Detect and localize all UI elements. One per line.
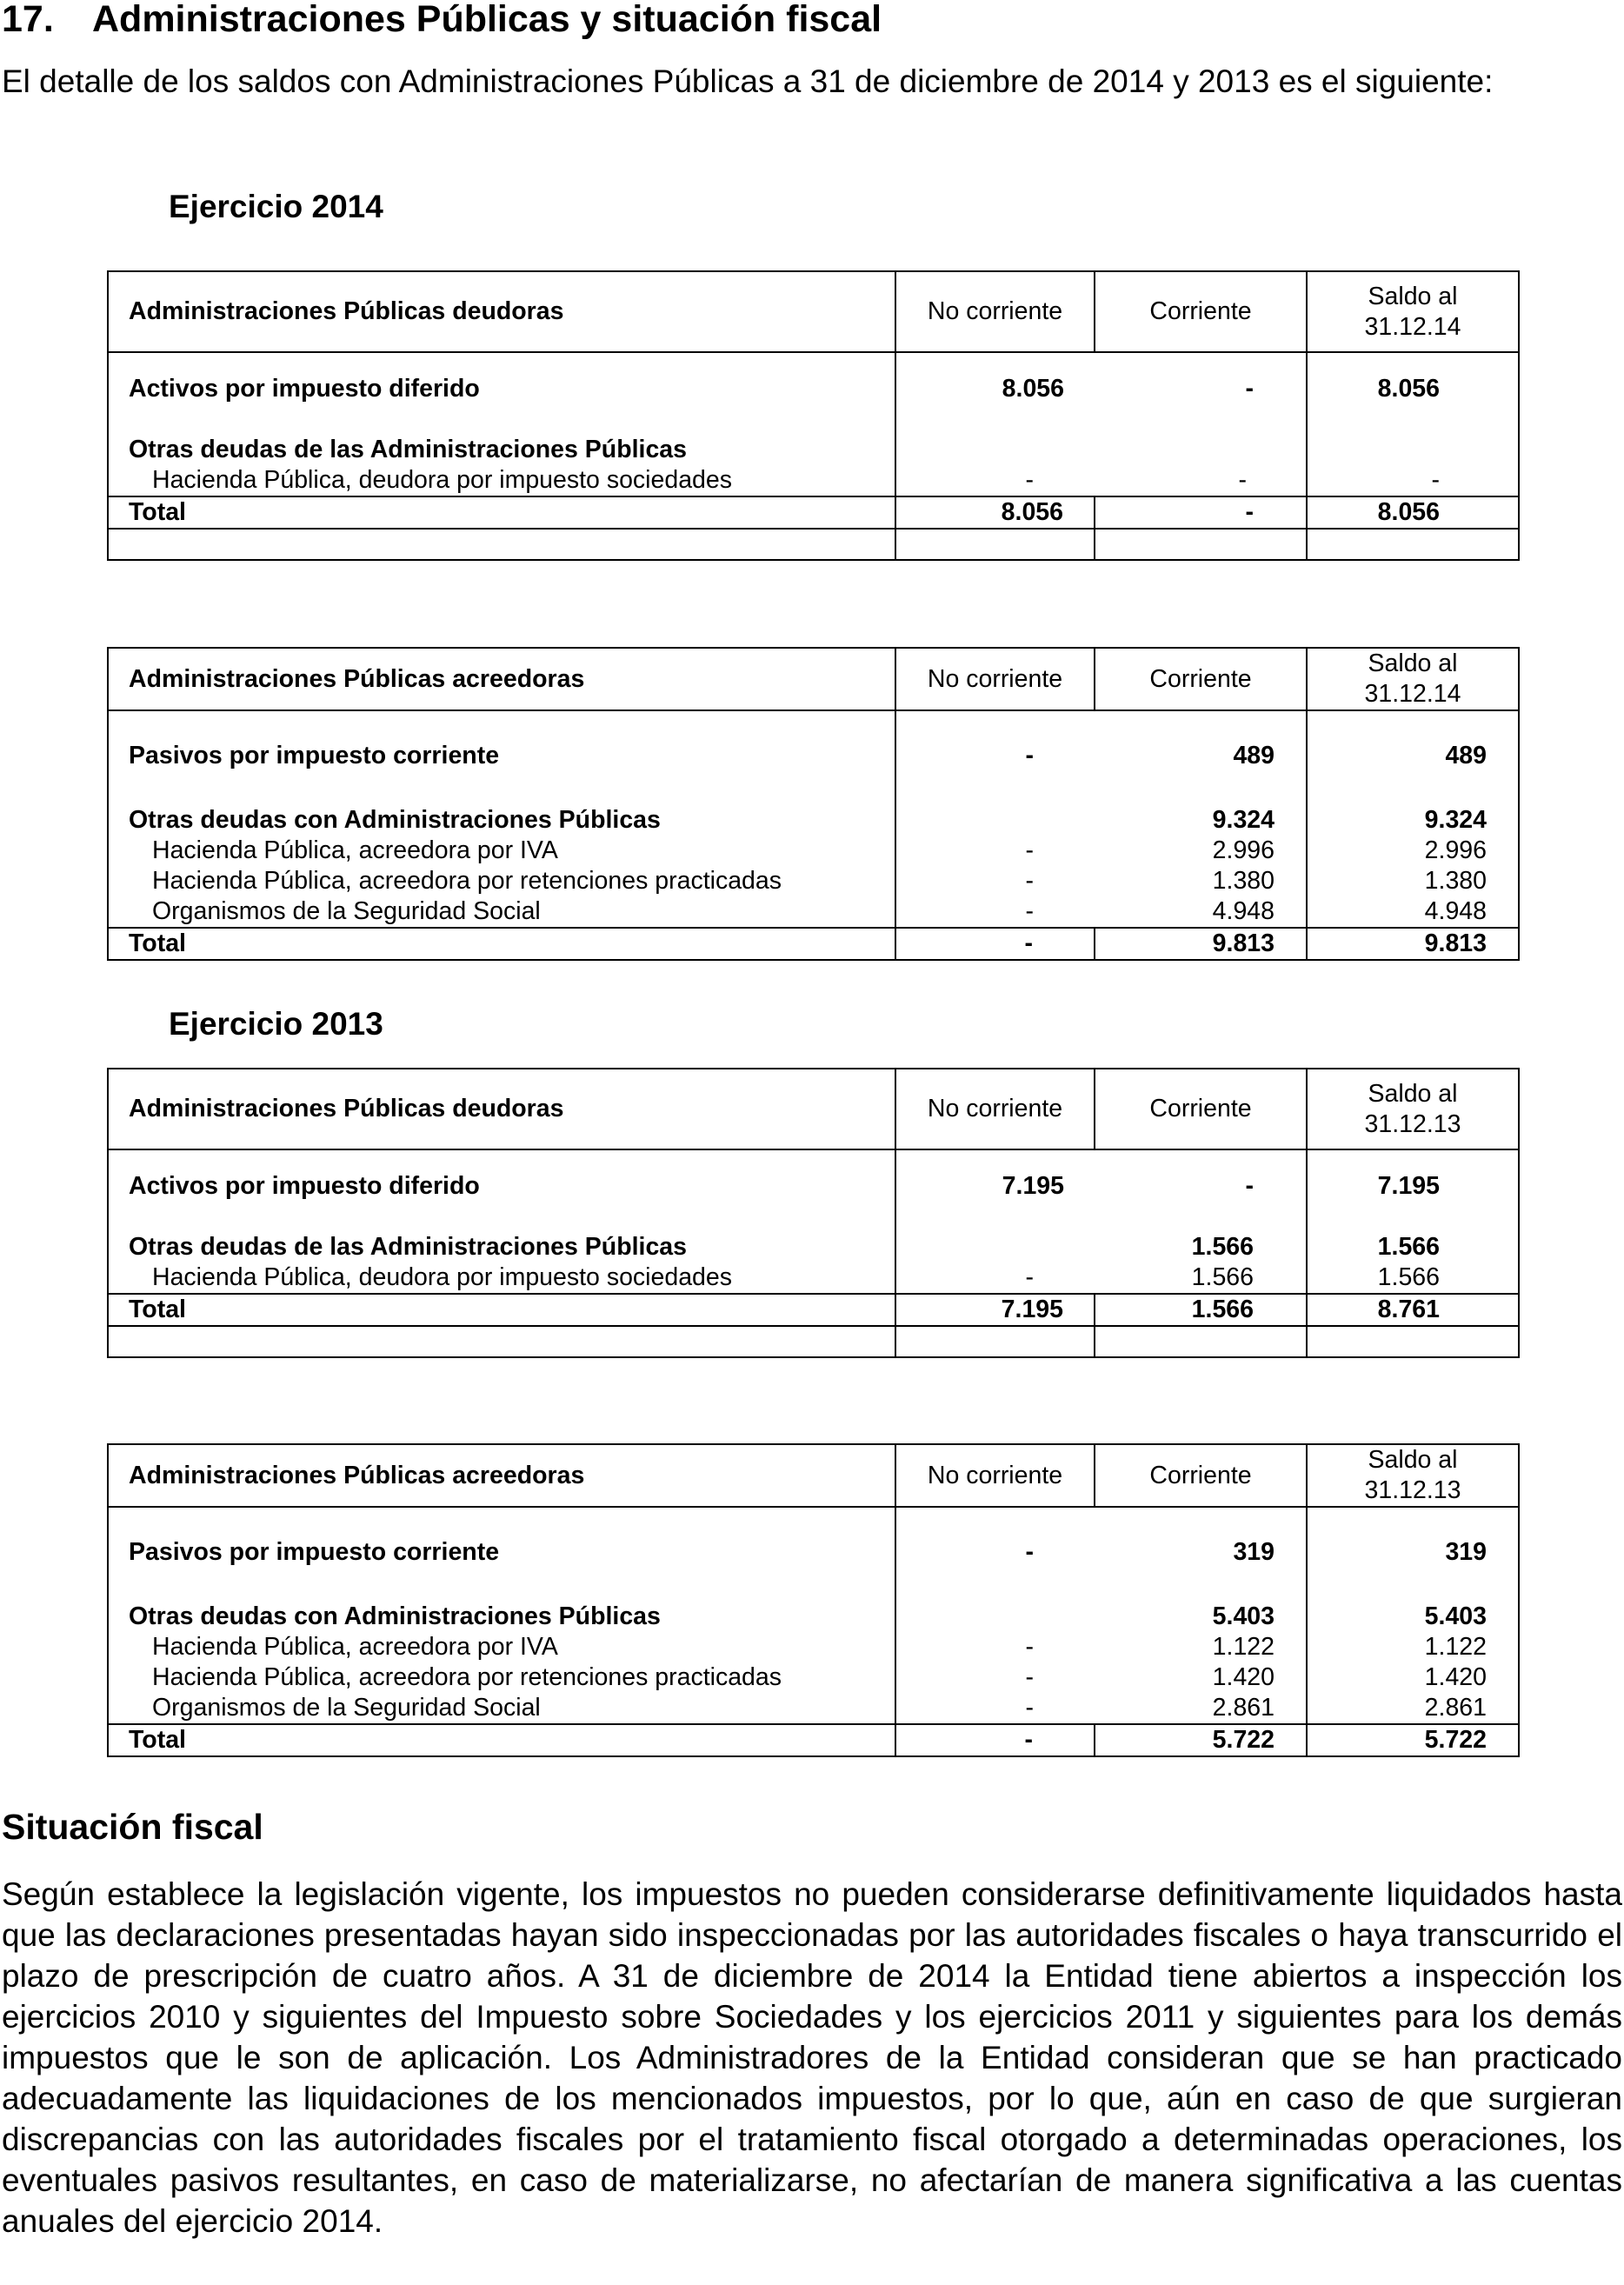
table-row: Pasivos por impuesto corriente - 489 489	[108, 710, 1519, 771]
fiscal-title: Situación fiscal	[2, 1807, 263, 1847]
table-row: Organismos de la Seguridad Social - 4.948 4.948	[108, 896, 1519, 928]
table-2013-acreedoras	[107, 1443, 1520, 1757]
table-header: Administraciones Públicas acreedoras No corriente Corriente Saldo al 31.12.13	[108, 1444, 1519, 1507]
intro-paragraph: El detalle de los saldos con Administraciones Públicas a 31 de diciembre de 2014 y 2013 es el siguiente:	[2, 63, 1494, 99]
table-2013-deudoras	[107, 1068, 1520, 1358]
header-saldo: Saldo al 31.12.13	[1307, 1069, 1519, 1149]
table-row: Hacienda Pública, acreedora por retenciones practicadas - 1.380 1.380	[108, 866, 1519, 896]
table-row: Activos por impuesto diferido 8.056 - 8.056	[108, 352, 1519, 404]
table-row: Otras deudas con Administraciones Públicas 5.403 5.403	[108, 1568, 1519, 1632]
section-number: 17.	[2, 0, 54, 40]
table-row: Otras deudas de las Administraciones Públicas 1.566 1.566	[108, 1232, 1519, 1262]
table-2014-deudoras	[107, 270, 1520, 561]
table-row: Activos por impuesto diferido 7.195 - 7.195	[108, 1149, 1519, 1202]
table-total-row: Total - 9.813 9.813	[108, 928, 1519, 960]
header-no-corriente: No corriente	[895, 271, 1095, 352]
table-row: Hacienda Pública, acreedora por IVA - 2.996 2.996	[108, 836, 1519, 866]
table-row: Pasivos por impuesto corriente - 319 319	[108, 1507, 1519, 1568]
table-2014-acreedoras	[107, 647, 1520, 961]
table-total-row: Total 7.195 1.566 8.761	[108, 1294, 1519, 1326]
table-total-row: Total 8.056 - 8.056	[108, 496, 1519, 529]
table-header: Administraciones Públicas acreedoras No corriente Corriente Saldo al 31.12.14	[108, 648, 1519, 710]
section-title: Administraciones Públicas y situación fiscal	[92, 0, 882, 40]
year-2014-title: Ejercicio 2014	[169, 189, 383, 224]
table-header: Administraciones Públicas deudoras No corriente Corriente Saldo al 31.12.13	[108, 1069, 1519, 1149]
year-2013-title: Ejercicio 2013	[169, 1006, 383, 1042]
table-row: Organismos de la Seguridad Social - 2.861 2.861	[108, 1693, 1519, 1724]
table-row: Hacienda Pública, acreedora por retenciones practicadas - 1.420 1.420	[108, 1662, 1519, 1693]
header-saldo: Saldo al 31.12.14	[1307, 271, 1519, 352]
table-total-row: Total - 5.722 5.722	[108, 1724, 1519, 1756]
table-row: Hacienda Pública, deudora por impuesto sociedades - - -	[108, 465, 1519, 496]
header-saldo: Saldo al 31.12.14	[1307, 648, 1519, 710]
header-saldo: Saldo al 31.12.13	[1307, 1444, 1519, 1507]
table-row: Hacienda Pública, deudora por impuesto sociedades - 1.566 1.566	[108, 1262, 1519, 1294]
table-header	[108, 271, 1519, 352]
fiscal-paragraph: Según establece la legislación vigente, los impuestos no pueden considerarse definitivamente liquidados hasta que las declaraciones presentadas hayan sido inspeccionadas por las autoridades fiscales o haya transcurrido el plazo de prescripción de cuatro años. A 31 de diciembre de 2014 la Entidad tiene abiertos a inspección los ejercicios 2010 y siguientes del Impuesto sobre Sociedades y los ejercicios 2011 y siguientes para los demás impuestos que le son de aplicación. Los Administradores de la Entidad consideran que se han practicado adecuadamente las liquidaciones de los mencionados impuestos, por lo que, aún en caso de que surgieran discrepancias con las autoridades fiscales por el tratamiento fiscal otorgado a determinadas operaciones, los eventuales pasivos resultantes, en caso de materializarse, no afectarían de manera significativa a las cuentas anuales del ejercicio 2014.	[2, 1876, 1622, 2239]
table-row: Otras deudas de las Administraciones Públicas	[108, 435, 1519, 465]
section-heading	[2, 0, 882, 38]
table-row: Otras deudas con Administraciones Públicas 9.324 9.324	[108, 771, 1519, 836]
table-row: Hacienda Pública, acreedora por IVA - 1.122 1.122	[108, 1632, 1519, 1662]
header-corriente: Corriente	[1095, 271, 1307, 352]
header-label: Administraciones Públicas deudoras	[108, 271, 895, 352]
